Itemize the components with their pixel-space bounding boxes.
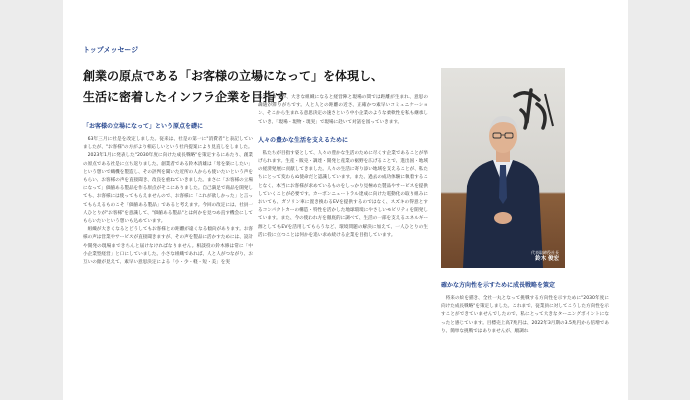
column-1-heading: 「お客様の立場になって」という原点を礎に	[83, 123, 204, 130]
portrait-illustration	[441, 68, 565, 268]
column-3	[441, 282, 609, 336]
column-2-heading: 人々の豊かな生活を支えるために	[258, 136, 349, 144]
column-1-paragraph: 63年三月に社是を改定しました。従来は、社是の第一に"消費者"と表記していましたが、"お客様"の方がより相応しいという社内提案により見直しをしました。	[83, 137, 253, 151]
column-1-paragraph: 組織が大きくなるとどうしてもお客様との距離が遠くなる傾向があります。お客様の声は営業やサービスが直接聞きますが、その声を製品に活かすためには、設計や開発の現場まできちんと届けなければなりません。相談役の鈴木修は常に「中小企業型経営」と口にしていました。小さな組織であれば、人と人がつながり、お互いの顔が見えて、素早い意思決定による「小・少・軽・短・美」を実	[83, 227, 253, 266]
column-3-paragraph: 将来の絵を描き、全社一丸となって挑戦する方向性を示すために"2030年度に向けた成長戦略"を策定しました。これまで、従業員に対してこうした方向性を示すことができていませんでしたので、私にとって大きなターニングポイントになったと感じています。目標売上高7兆円は、2022年3月期の3.5兆円から倍増であり、簡単な挑戦ではありませんが、順調れ	[441, 296, 609, 334]
column-3-heading: 確かな方向性を示すために成長戦略を策定	[441, 282, 556, 289]
column-1	[83, 123, 253, 267]
column-1-paragraph: 2023年1月に発表した"2030年度に向けた成長戦略"を策定するにあたり、創業の原点である社是に立ち返りました。創業者である鈴木清雄は「母を楽にしたい」という想いで織機を製造し、その評判を聞いた近所の人からも使いたいという声をもらい、お客様の声を直接聞き、改良を重ねていきました。まさに「お客様の立場になって」価値ある製品を作る原点がそこにありました。自己満足で商品を開発しても、お客様には使ってもらえませんので、お客様に「これが欲しかった」と言ってもらえるものこそ「価値ある製品」であると考えます。今回の改定には、社員一人ひとりが"お客様"を意識して、"価値ある製品"とは何かを見つめ直す機会にしてもらいたいという想いも込めています。	[83, 153, 253, 225]
headline-line-2: 生活に密着したインフラ企業を目指す	[83, 90, 288, 104]
column-2-lead: 践できますが、大きな組織になると経営陣と現場の間では距離が生まれ、意思の疎通が滞りがちです。人と人との距離の近さ、正確かつ素早いコミュニケーション、そこから生まれる意思決定の速さという中小企業のような柔軟性を私も継承していき、「現場・現物・現実」で現場に赴いて対話を図っていきます。	[258, 95, 428, 125]
report-page	[63, 0, 628, 400]
section-tag: トップメッセージ	[83, 46, 139, 54]
column-2	[258, 94, 428, 240]
headline-line-1: 創業の原点である「お客様の立場になって」を体現し、	[83, 69, 384, 83]
portrait-photo	[441, 68, 565, 268]
column-2-paragraph: 私たちが目指す姿として、人々の豊かな生活のために尽くす企業であることが挙げられます。生産・販売・調達・開発と産業の裾野を広げることで、進出国・地域の経済発展に貢献してきました。人々の生活に寄り添い地域を支えることが、私たちにとって変わらぬ使命だと認識しています。また、過去の成功体験に執着することなく、本当にお客様が求めているものをしっかり見極めた製品やサービスを提供していくことが必要です。カーボンニュートラル達成に向けた電動化の取り組みにおいても、ガソリン車に置き換わるEVを提供するのではなく、スズキの得意とするコンパクトカーの構造・特性を活かした地球環境にやさしいモビリティを開発しています。また、今の使われ方を徹底的に調べて、生活の一部を支えるエネルギー源としてもEVを活用してもらうなど、環境問題の解決に加えて、一人ひとりの生活に役に立つことは何かを追い求め続ける企業を目指しています。	[258, 150, 428, 238]
caption-title: 代表取締役社長	[531, 250, 559, 255]
caption-name: 鈴木 俊宏	[535, 256, 559, 262]
photo-caption	[531, 250, 559, 263]
